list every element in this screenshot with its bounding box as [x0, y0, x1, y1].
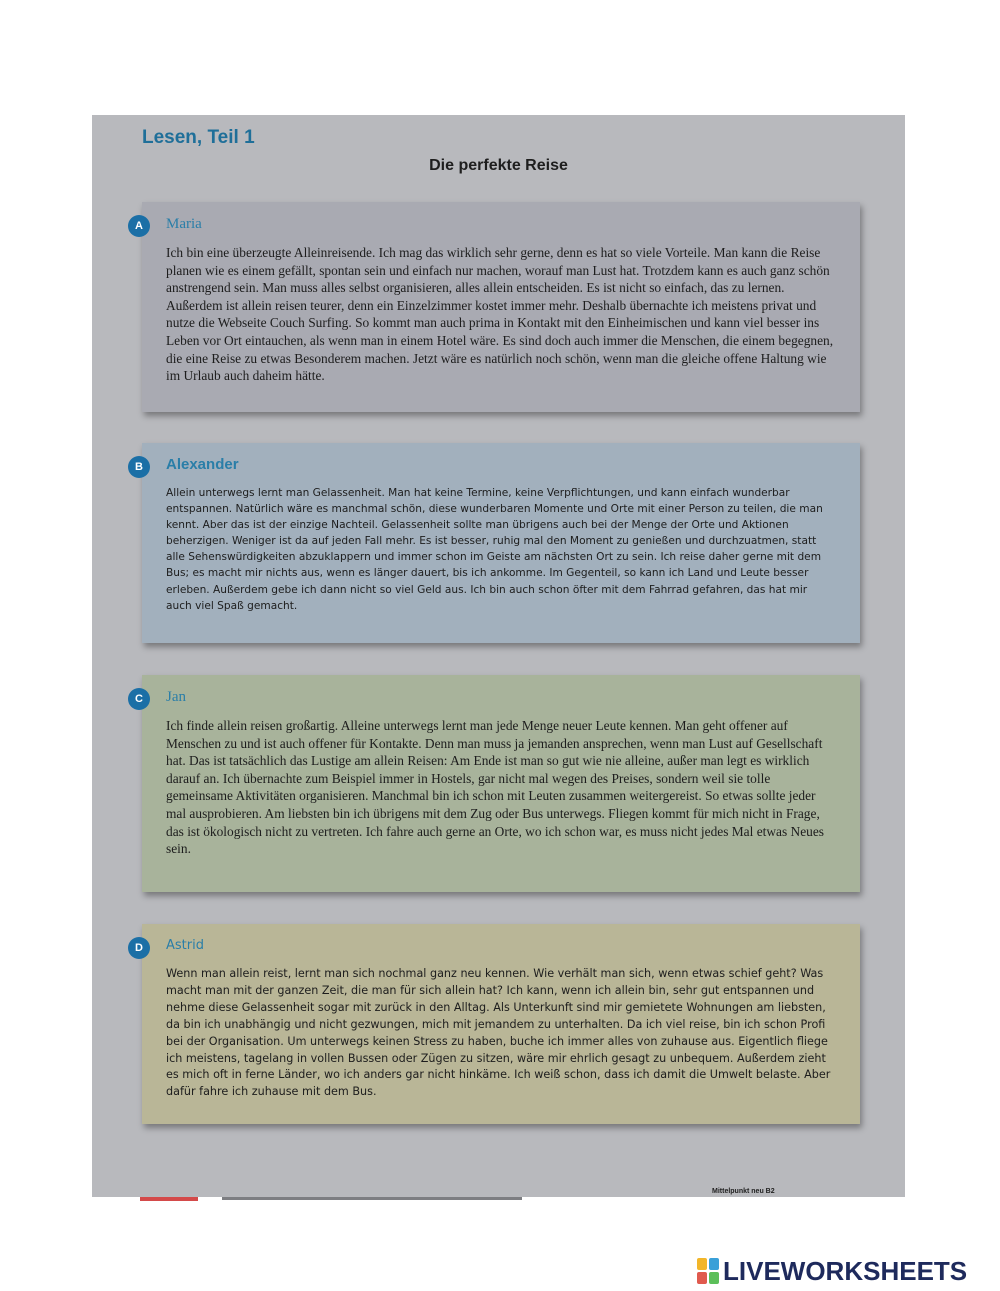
footer-divider	[222, 1197, 522, 1200]
text-card-alexander	[135, 443, 860, 643]
card-text: Wenn man allein reist, lernt man sich nochmal ganz neu kennen. Wie verhält man sich, wenn etwas schief geht? Was macht man mit der ganzen Zeit, die man für sich allein hat? Ich kann, wenn ich allein bin, sehr gut entspannen und nehme diese Gelassenheit sogar mit zurück in den Alltag. Als Unterkunft sind mir gemietete Wohnungen am liebsten, da bin ich unabhängig und nicht gezwungen, mich mit jemandem zu unterhalten. Da ich viel reise, bin ich schon Profi bei der Organisation. Um unterwegs keinen Stress zu haben, buche ich immer alles von zuhause aus. Eigentlich fliege ich meistens, tagelang in vollen Bussen oder Zügen zu sitzen, wäre mir ehrlich gesagt zu unbequem. Außerdem zieht es mich oft in ferne Länder, wo ich anders gar nicht hinkäme. Ich weiß schon, dass ich damit die Umwelt belaste. Aber dafür fahre ich zuhause mit dem Bus.	[166, 967, 831, 1099]
footer-accent-bar	[140, 1197, 198, 1201]
text-card-maria	[135, 202, 860, 412]
card-text: Ich finde allein reisen großartig. Alleine unterwegs lernt man jede Menge neuer Leute kennen. Man geht offener auf Menschen zu und ist auch offener für Kontakte. Denn man muss ja jemanden ansprechen, wenn man Lust auf Gesellschaft hat. Das ist tatsächlich das Lustige am allein Reisen: Am Ende ist man so gut wie nie alleine, außer man legt es wirklich darauf an. Ich übernachte zum Beispiel immer in Hostels, gar nicht mal wegen des Preises, sondern weil sie tolle gemeinsame Aktivitäten organisieren. Manchmal bin ich schon mit Leuten zusammen weitergereist. So etwas sollte jeder mal ausprobieren. Am liebsten bin ich übrigens mit dem Zug oder Bus unterwegs. Fliegen kommt für mich nicht in Frage, das ist ökologisch nicht zu vertreten. Ich fahre auch gerne an Orte, wo ich schon war, es muss nicht jedes Mal etwas Neues sein.	[166, 718, 824, 857]
card-text: Ich bin eine überzeugte Alleinreisende. Ich mag das wirklich sehr gerne, denn es hat so viele Vorteile. Man kann die Reise planen wie es einem gefällt, spontan sein und einfach nur machen, worauf man Lust hat. Trotzdem kann es auch ganz schön anstrengend sein. Man muss alles selbst organisieren, alles allein entscheiden. Es ist nicht so einfach, das zu lernen. Außerdem ist allein reisen teurer, denn ein Einzelzimmer kostet immer mehr. Deshalb übernachte ich meistens privat und nutze die Webseite Couch Surfing. So kommt man auch prima in Kontakt mit den Einheimischen und kann viel besser ins Leben vor Ort eintauchen, als wenn man in einem Hotel wäre. Es sind doch auch immer die Menschen, die einem begegnen, die eine Reise zu etwas Besonderem machen. Jetzt wäre es natürlich noch schön, wenn man die gleiche offene Haltung wie im Urlaub auch daheim hätte.	[166, 245, 834, 384]
letter-badge-a: A	[128, 215, 150, 237]
page-title: Die perfekte Reise	[429, 157, 568, 174]
watermark-text: LIVEWORKSHEETS	[723, 1255, 968, 1286]
section-heading: Lesen, Teil 1	[142, 127, 255, 148]
letter-badge-c: C	[128, 688, 150, 710]
card-name: Alexander	[166, 456, 239, 473]
footer-brand: Mittelpunkt neu B2	[712, 1188, 775, 1195]
card-name: Jan	[166, 689, 186, 705]
text-card-astrid	[135, 924, 860, 1124]
letter-badge-d: D	[128, 937, 150, 959]
card-name: Astrid	[166, 938, 204, 953]
card-text: Allein unterwegs lernt man Gelassenheit. Man hat keine Termine, keine Verpflichtungen, und kann einfach wunderbar entspannen. Natürlich wäre es manchmal schön, diese wunderbaren Momente und Orte mit einer Person zu teilen, die man kennt. Aber das ist der einzige Nachteil. Gelassenheit sollte man übrigens auch bei der Menge der Orte und Aktionen beherzigen. Weniger ist da auf jeden Fall mehr. Es ist besser, ruhig mal den Moment zu genießen und durchzuatmen, statt alle Sehenswürdigkeiten abzuklappern und immer schon im Geiste am nächsten Ort zu sein. Ich reise daher gerne mit dem Bus; es macht mir nichts aus, wenn es länger dauert, bis ich ankomme. Im Gegenteil, so kann ich Land und Leute besser erleben. Außerdem gebe ich dann nicht so viel Geld aus. Ich bin auch schon öfter mit dem Fahrrad gefahren, das hat mir auch viel Spaß gemacht.	[166, 487, 823, 612]
liveworksheets-logo[interactable]	[697, 1255, 967, 1287]
card-name: Maria	[166, 216, 202, 232]
text-card-jan	[135, 675, 860, 892]
liveworksheets-logo-icon	[697, 1258, 719, 1284]
worksheet-page	[92, 115, 905, 1197]
letter-badge-b: B	[128, 456, 150, 478]
